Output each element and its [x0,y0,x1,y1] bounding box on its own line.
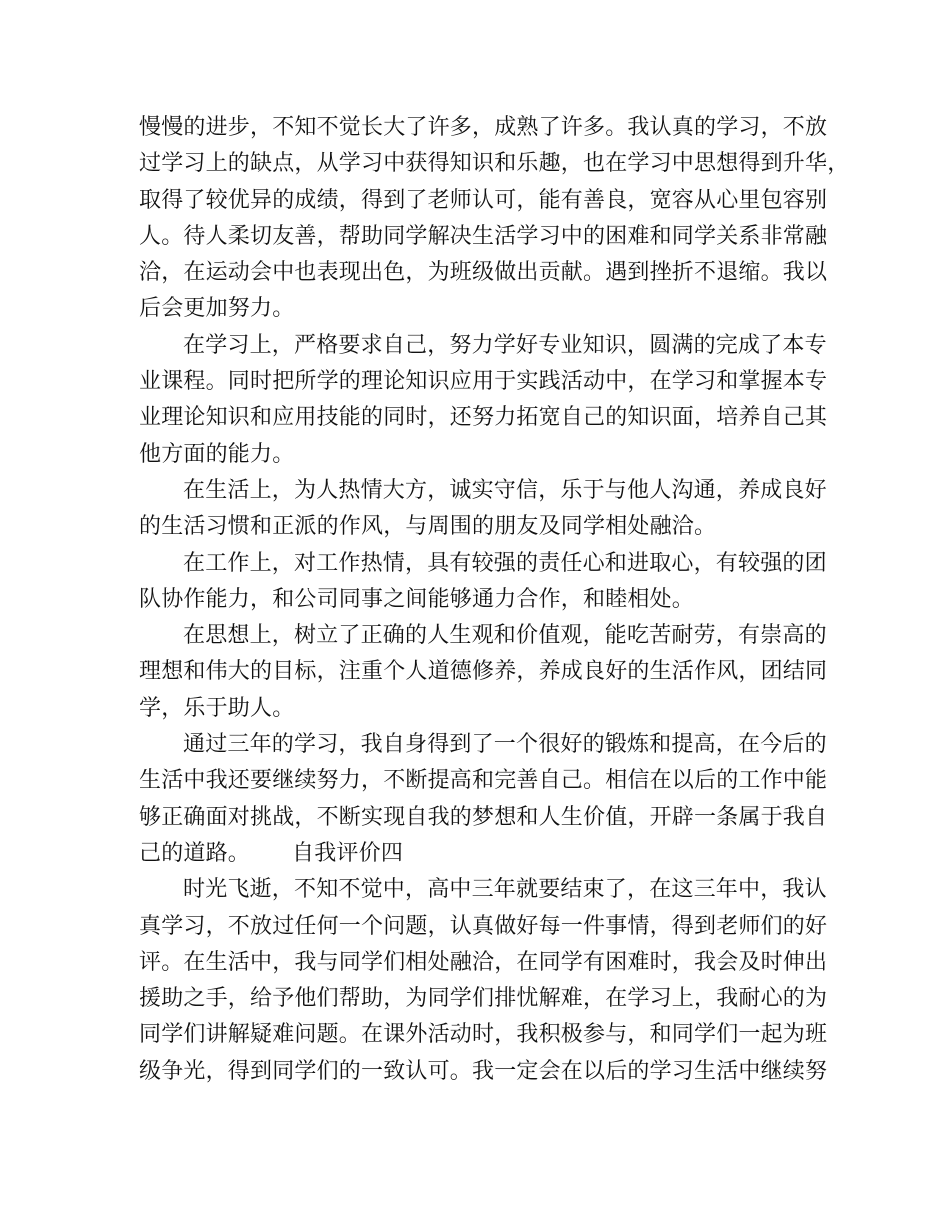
text-line: 援助之手，给予他们帮助，为同学们排忧解难，在学习上，我耐心的为 [139,986,828,1012]
paragraph-start-line: 时光飞逝，不知不觉中，高中三年就要结束了，在这三年中，我认 [183,877,827,903]
text-line: 慢慢的进步，不知不觉长大了许多，成熟了许多。我认真的学习，不放 [139,115,828,140]
text-line: 评。在生活中，我与同学们相处融洽，在同学有困难时，我会及时伸出 [139,949,828,975]
paragraph-start-line: 在生活上，为人热情大方，诚实守信，乐于与他人沟通，养成良好 [183,477,827,503]
paragraph-start-line: 在思想上，树立了正确的人生观和价值观，能吃苦耐劳，有崇高的 [183,623,827,649]
text-line: 生活中我还要继续努力，不断提高和完善自己。相信在以后的工作中能 [139,768,828,794]
text-line: 理想和伟大的目标，注重个人道德修养，养成良好的生活作风，团结同 [139,659,828,685]
text-line: 人。待人柔切友善，帮助同学解决生活学习中的困难和同学关系非常融 [139,223,828,249]
text-line: 后会更加努力。 [139,296,295,322]
paragraph-start-line: 通过三年的学习，我自身得到了一个很好的锻炼和提高，在今后的 [183,732,827,758]
text-line: 级争光，得到同学们的一致认可。我一定会在以后的学习生活中继续努 [139,1058,828,1084]
text-line: 学，乐于助人。 [139,695,295,721]
text-line: 业课程。同时把所学的理论知识应用于实践活动中，在学习和掌握本专 [139,369,828,395]
text-line: 业理论知识和应用技能的同时，还努力拓宽自己的知识面，培养自己其 [139,405,828,431]
text-line-with-heading [139,836,829,872]
paragraph-start-line: 在工作上，对工作热情，具有较强的责任心和进取心，有较强的团 [183,550,827,576]
text-line: 洽，在运动会中也表现出色，为班级做出贡献。遇到挫折不退缩。我以 [139,260,828,286]
text-line: 队协作能力，和公司同事之间能够通力合作，和睦相处。 [139,586,695,612]
section-heading: 自我评价四 [292,840,404,866]
text-line: 过学习上的缺点，从学习中获得知识和乐趣，也在学习中思想得到升华， [139,151,850,177]
text-line: 真学习，不放过任何一个问题，认真做好每一件事情，得到老师们的好 [139,913,828,939]
text-line-content: 己的道路。 [139,840,251,866]
text-line: 的生活习惯和正派的作风，与周围的朋友及同学相处融洽。 [139,514,717,540]
paragraph-start-line: 在学习上，严格要求自己，努力学好专业知识，圆满的完成了本专 [183,332,827,358]
text-line: 取得了较优异的成绩，得到了老师认可，能有善良，宽容从心里包容别 [139,187,828,213]
text-line: 够正确面对挑战，不断实现自我的梦想和人生价值，开辟一条属于我自 [139,804,828,830]
text-line: 他方面的能力。 [139,441,295,467]
document-body [139,110,850,1090]
text-line: 同学们讲解疑难问题。在课外活动时，我积极参与，和同学们一起为班 [139,1022,828,1048]
